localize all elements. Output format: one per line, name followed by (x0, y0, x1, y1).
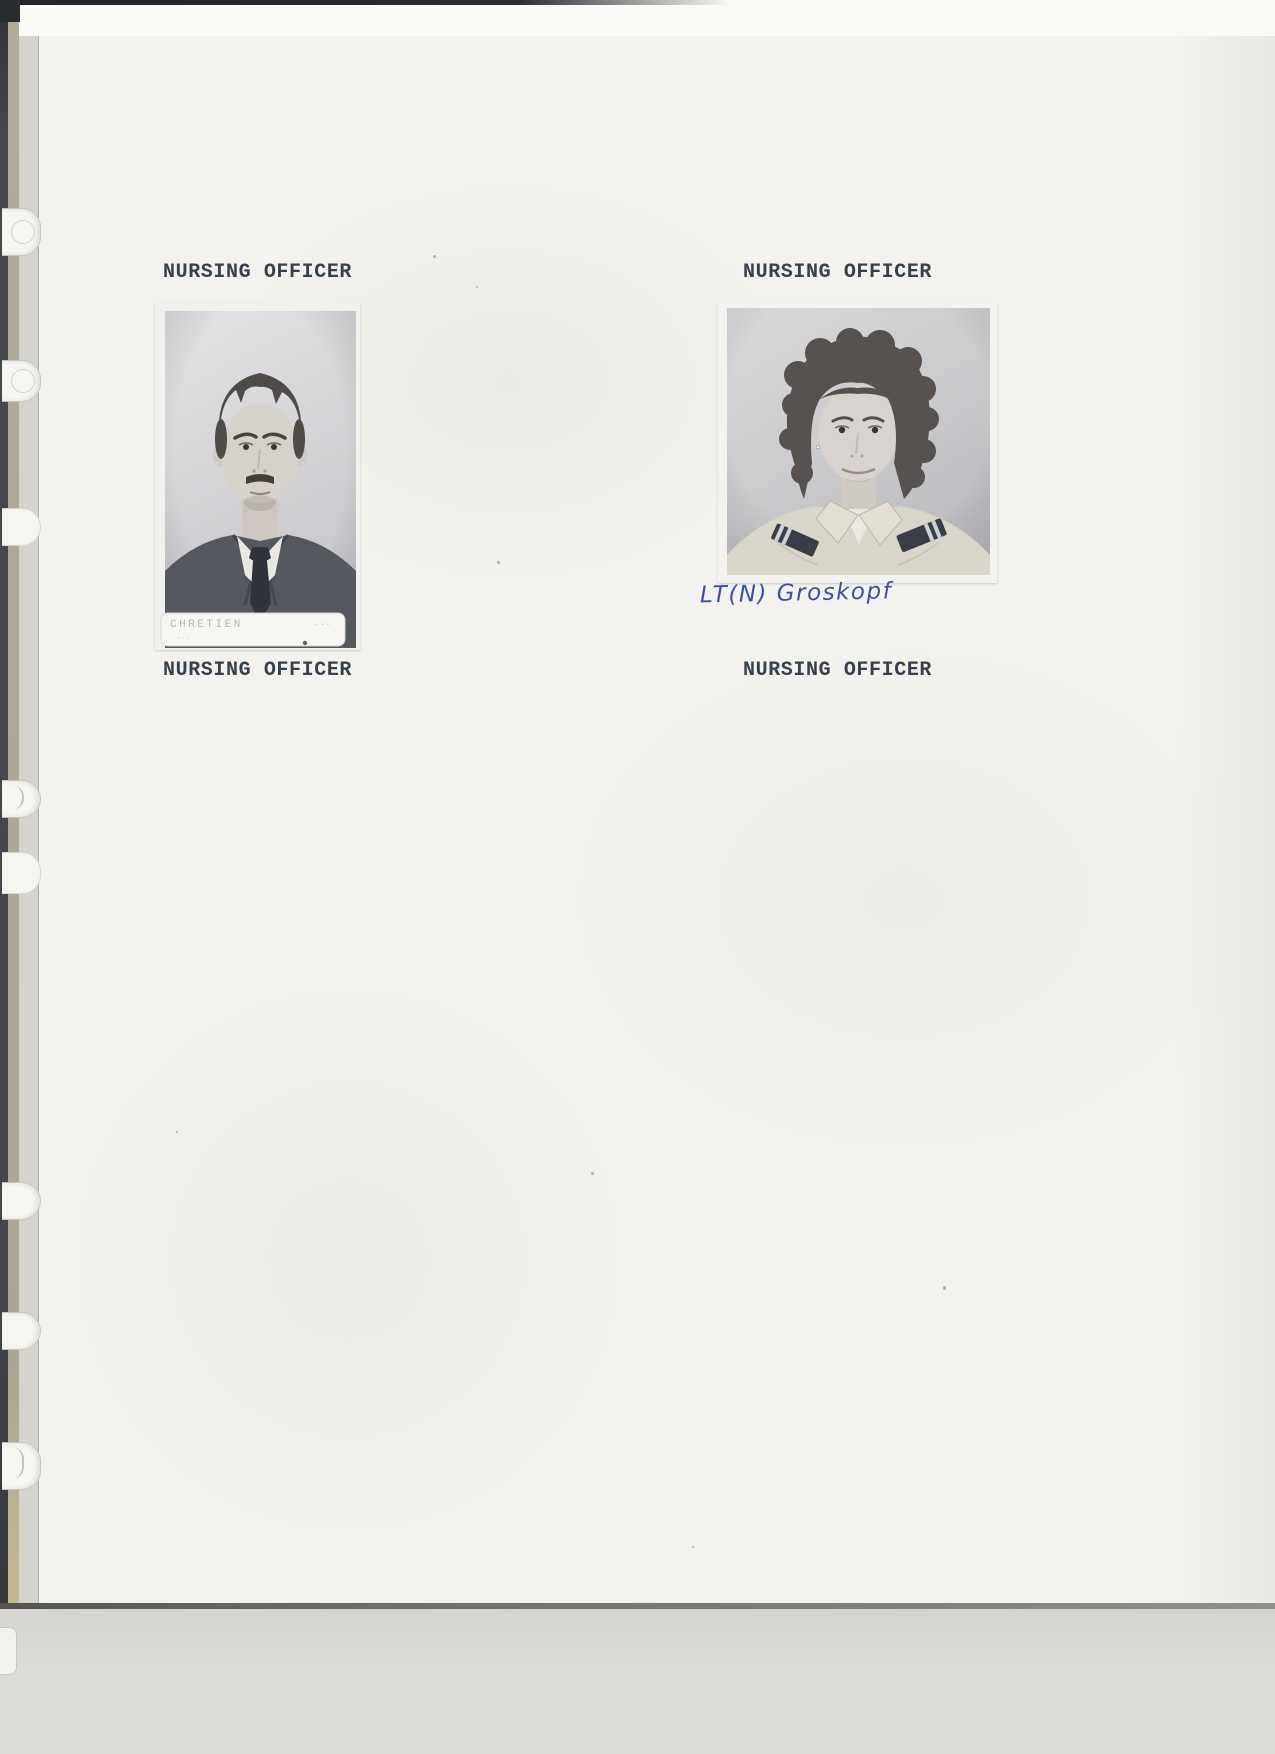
scanner-corner-shadow (0, 0, 20, 22)
dust-speck (943, 1286, 946, 1290)
binder-tab (2, 852, 41, 894)
binder-tab (2, 208, 41, 256)
name-plate-illegible-line2: ···· (171, 634, 191, 643)
label-top-right: NURSING OFFICER (743, 261, 933, 284)
name-plate (161, 613, 345, 646)
scan-top-margin (0, 0, 1275, 36)
dust-speck (591, 1172, 594, 1175)
id-photo-male-officer (155, 303, 360, 650)
name-plate-name: CHRETIEN (170, 619, 243, 631)
female-officer-portrait (718, 303, 997, 583)
dust-speck (497, 561, 500, 564)
binder-tab (2, 780, 41, 818)
binder-tab (2, 508, 41, 546)
binder-tab (2, 1312, 41, 1350)
page-left-gutter (19, 36, 39, 1606)
dust-speck (476, 286, 478, 288)
id-photo-female-officer (718, 303, 997, 583)
label-bottom-left: NURSING OFFICER (163, 659, 353, 682)
scan-bottom-margin (0, 1609, 1275, 1754)
binder-tab (2, 1442, 41, 1490)
binder-ring-hole (11, 220, 35, 244)
binder-tab (2, 360, 41, 402)
name-plate-illegible-right: ··· (313, 620, 332, 631)
dust-dot (303, 641, 307, 645)
dust-speck (176, 1131, 178, 1133)
binder-tab (0, 1627, 17, 1675)
label-bottom-right: NURSING OFFICER (743, 659, 933, 682)
binder-ring-hole (11, 369, 35, 393)
dust-speck (433, 255, 436, 258)
binder-tab (2, 1182, 41, 1220)
label-top-left: NURSING OFFICER (163, 261, 353, 284)
male-officer-portrait (155, 303, 360, 650)
scanner-edge-line (20, 0, 732, 5)
handwritten-caption: LT(N) Groskopf (699, 578, 893, 609)
dust-speck (692, 1546, 694, 1548)
